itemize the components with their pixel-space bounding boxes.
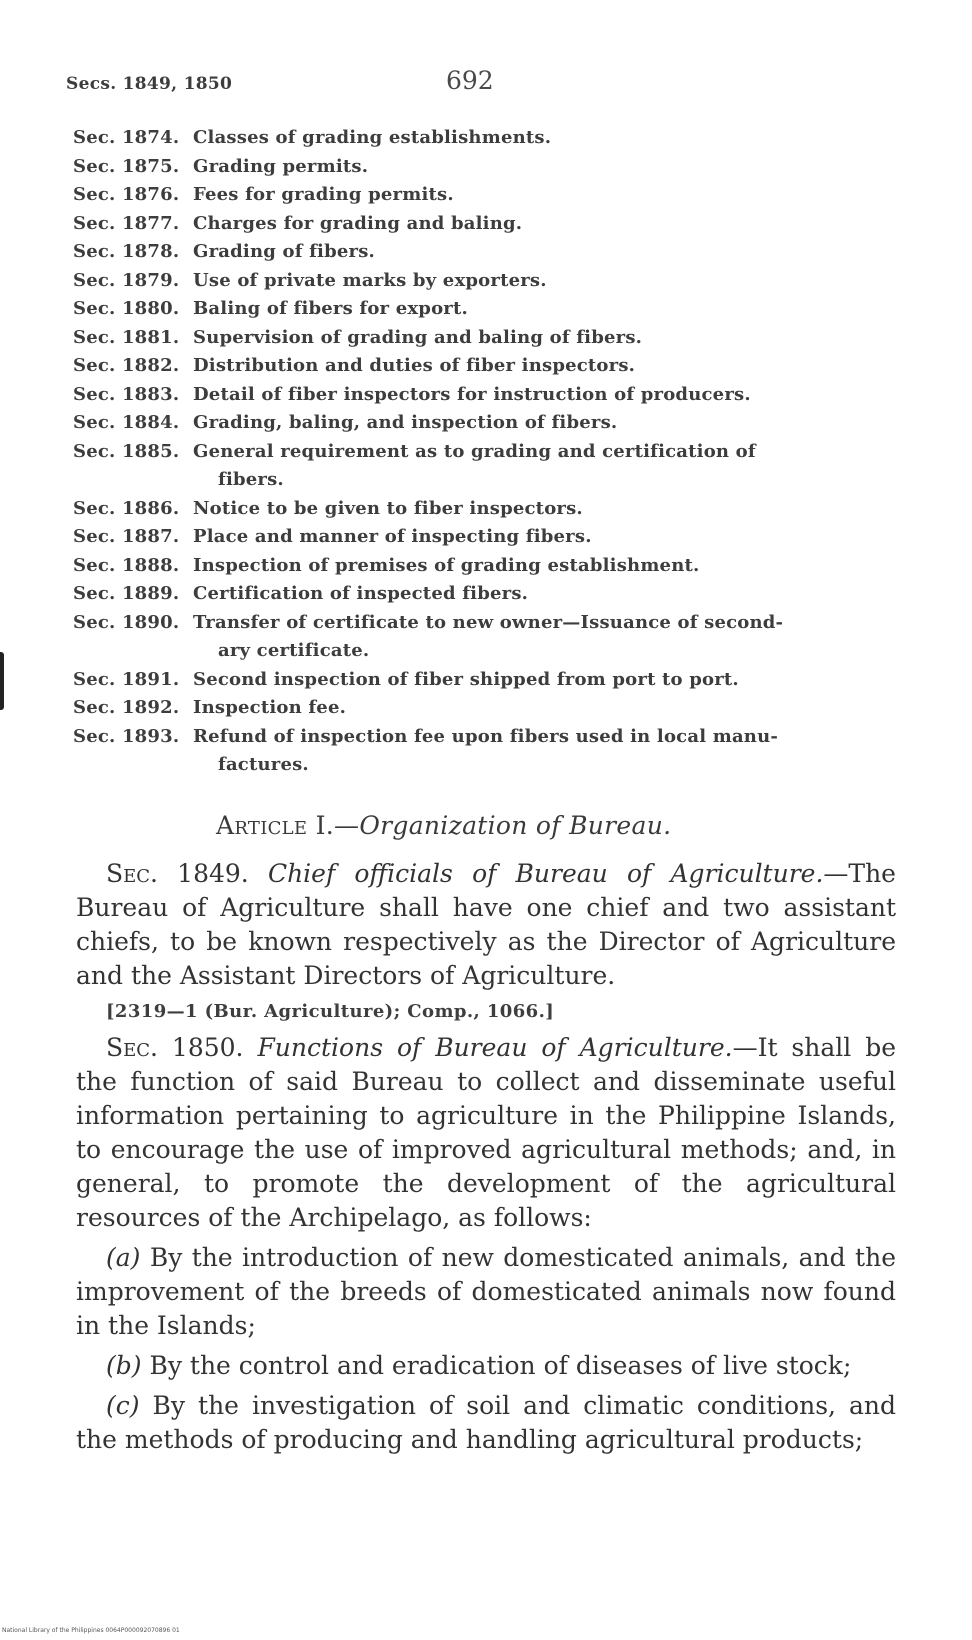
clause-paragraph	[76, 1349, 896, 1383]
toc-section-title: Grading permits.	[193, 155, 369, 177]
toc-section-number: Sec. 1879.	[73, 269, 180, 291]
toc-item	[73, 552, 893, 581]
toc-section-title: Refund of inspection fee upon fibers used in local manu-	[193, 725, 779, 747]
toc-section-number: Sec. 1882.	[73, 355, 180, 376]
toc-section-title: Transfer of certificate to new owner—Issuance of second-	[193, 611, 784, 633]
toc-section-number: Sec. 1874.	[73, 127, 180, 148]
toc-item	[73, 124, 893, 153]
body-text	[76, 857, 896, 1457]
toc-item	[73, 580, 893, 609]
toc-section-title: Certification of inspected fibers.	[193, 583, 529, 604]
toc-section-number: Sec. 1888.	[73, 554, 180, 576]
toc-section-number: Sec. 1887.	[73, 526, 180, 547]
toc-section-number: Sec. 1886.	[73, 497, 180, 519]
toc-section-number: Sec. 1881.	[73, 326, 180, 348]
clause-paragraph	[76, 1241, 896, 1343]
toc-section-title: Place and manner of inspecting fibers.	[193, 526, 592, 547]
toc-section-title-continued: fibers.	[218, 469, 284, 490]
section-1850-paragraph	[76, 1031, 896, 1235]
clause-paragraph	[76, 1389, 896, 1457]
toc-item	[73, 523, 893, 552]
toc-section-number: Sec. 1891.	[73, 668, 180, 690]
toc-section-title: Distribution and duties of fiber inspectors.	[193, 355, 636, 376]
toc-section-title: Inspection fee.	[193, 697, 347, 718]
toc-section-title: Grading, baling, and inspection of fibers.	[193, 412, 618, 433]
toc-section-title-continued: factures.	[218, 754, 309, 775]
section-title: Functions of Bureau of Agriculture.	[257, 1033, 733, 1062]
toc-item	[73, 238, 893, 267]
toc-section-number: Sec. 1876.	[73, 184, 180, 205]
binding-mark	[0, 652, 4, 710]
section-title: Chief officials of Bureau of Agriculture.	[267, 859, 824, 888]
clause-text: By the control and eradication of diseases of live stock;	[141, 1351, 852, 1380]
toc-section-title-continued: ary certificate.	[218, 640, 370, 661]
toc-section-number: Sec. 1892.	[73, 697, 180, 718]
toc-section-title: Fees for grading permits.	[193, 184, 454, 205]
toc-section-number: Sec. 1890.	[73, 611, 180, 633]
toc-item	[73, 295, 893, 324]
toc-section-title: Charges for grading and baling.	[193, 212, 523, 234]
toc-section-number: Sec. 1889.	[73, 583, 180, 604]
page-number: 692	[446, 66, 494, 95]
toc-section-title: Baling of fibers for export.	[193, 298, 468, 319]
section-number: Sec. 1849.	[106, 859, 249, 888]
toc-section-number: Sec. 1875.	[73, 155, 180, 177]
toc-item	[73, 438, 893, 495]
library-watermark: National Library of the Philippines 0064P000092070896 01	[2, 1627, 180, 1634]
toc-item	[73, 153, 893, 182]
article-label: Article I.	[216, 811, 335, 840]
toc-item	[73, 409, 893, 438]
clause-text: By the introduction of new domesticated animals, and the improvement of the breeds of domesticated animals now found in the Islands;	[76, 1243, 896, 1340]
section-1849-paragraph	[76, 857, 896, 993]
toc-item	[73, 694, 893, 723]
section-number: Sec. 1850.	[106, 1033, 244, 1062]
toc-section-number: Sec. 1883.	[73, 383, 180, 405]
toc-item	[73, 495, 893, 524]
toc-item	[73, 210, 893, 239]
toc-section-number: Sec. 1885.	[73, 440, 180, 462]
clause-label: (c)	[106, 1391, 140, 1420]
toc-item	[73, 723, 893, 780]
toc-section-title: Use of private marks by exporters.	[193, 269, 547, 291]
toc-section-title: Classes of grading establishments.	[193, 127, 552, 148]
article-title: —Organization of Bureau.	[334, 811, 672, 840]
toc-section-title: Inspection of premises of grading establishment.	[193, 554, 700, 576]
toc-section-title: Second inspection of fiber shipped from port to port.	[193, 668, 739, 690]
toc-section-number: Sec. 1884.	[73, 412, 180, 433]
toc-item	[73, 324, 893, 353]
toc-item	[73, 609, 893, 666]
toc-section-number: Sec. 1893.	[73, 725, 180, 747]
toc-item	[73, 666, 893, 695]
running-head-sections: Secs. 1849, 1850	[66, 74, 233, 94]
section-text: —The Bureau of Agriculture shall have one chief and two assistant chiefs, to be known respectively as the Director of Agriculture and the Assistant Directors of Agriculture.	[76, 859, 896, 990]
toc-section-title: Supervision of grading and baling of fibers.	[193, 326, 643, 348]
toc-section-number: Sec. 1878.	[73, 241, 180, 262]
toc-item	[73, 381, 893, 410]
section-text: —It shall be the function of said Bureau to collect and disseminate useful information pertaining to agriculture in the Philippine Islands, to encourage the use of improved agricultural methods; and, in general, to promote the development of the agricultural resources of the Archipelago, as follows:	[76, 1033, 896, 1232]
toc-item	[73, 181, 893, 210]
toc-section-number: Sec. 1880.	[73, 298, 180, 319]
toc-section-title: Grading of fibers.	[193, 241, 376, 262]
clause-label: (b)	[106, 1351, 142, 1380]
toc-section-number: Sec. 1877.	[73, 212, 180, 234]
toc-item	[73, 352, 893, 381]
running-head	[66, 68, 886, 98]
table-of-contents	[73, 124, 893, 780]
citation: [2319—1 (Bur. Agriculture); Comp., 1066.]	[106, 1001, 555, 1022]
article-heading	[216, 811, 671, 840]
clause-text: By the investigation of soil and climatic conditions, and the methods of producing and handling agricultural products;	[76, 1391, 896, 1454]
toc-item	[73, 267, 893, 296]
clause-label: (a)	[106, 1243, 141, 1272]
toc-section-title: Detail of fiber inspectors for instruction of producers.	[193, 383, 751, 405]
toc-section-title: General requirement as to grading and certification of	[193, 440, 756, 462]
toc-section-title: Notice to be given to fiber inspectors.	[193, 497, 583, 519]
